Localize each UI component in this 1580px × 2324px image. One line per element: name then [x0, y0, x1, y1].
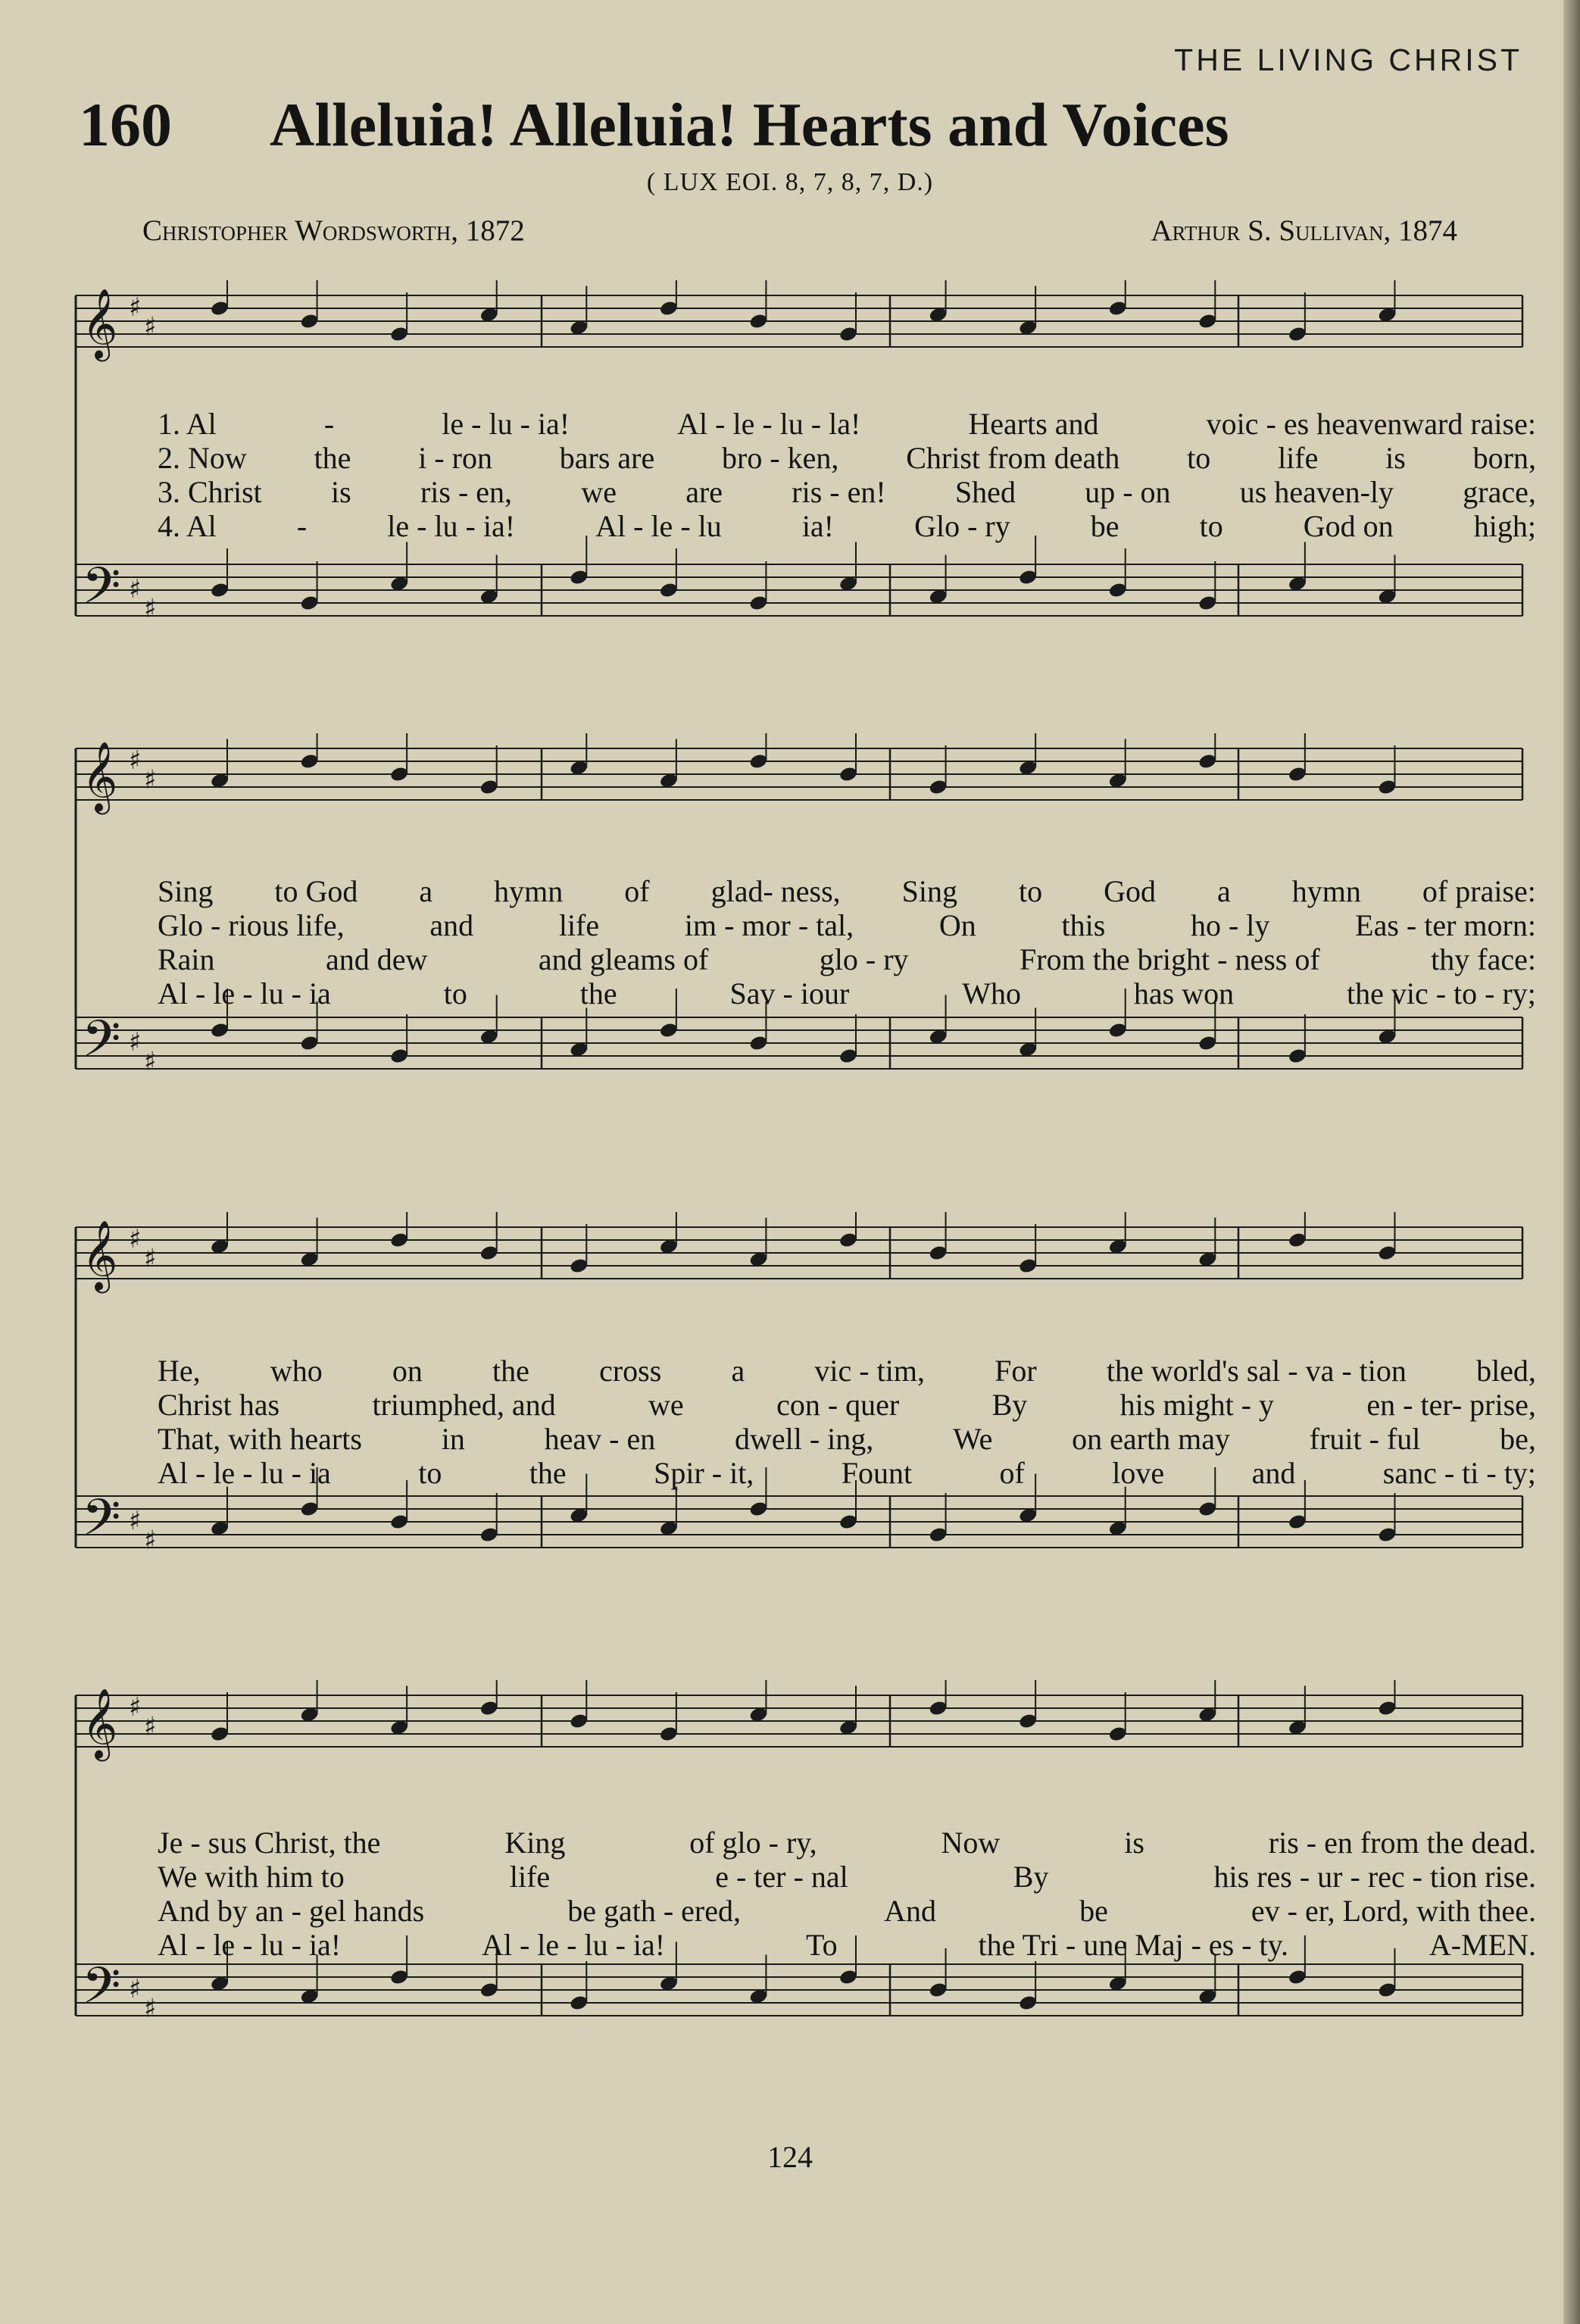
- lyric-syllable: has won: [1133, 976, 1235, 1011]
- lyric-syllable: high;: [1473, 509, 1536, 543]
- sharp-icon: ♯: [144, 1046, 157, 1077]
- lyric-syllable: Eas - ter morn:: [1355, 908, 1536, 942]
- lyric-syllable: we: [581, 475, 617, 509]
- lyric-syllable: And: [884, 1894, 936, 1928]
- lyric-syllable: vic - tim,: [814, 1354, 925, 1388]
- lyric-line-s4-v1: [158, 1828, 1536, 1858]
- lyric-syllable: to: [418, 1456, 442, 1490]
- treble-clef-icon: 𝄞: [82, 288, 118, 358]
- lyric-syllable: Christ from death: [906, 441, 1120, 475]
- lyric-syllable: Al - le - lu - ia!: [158, 1928, 342, 1962]
- running-head: THE LIVING CHRIST: [1174, 42, 1522, 77]
- lyric-syllable: on: [392, 1354, 423, 1388]
- lyric-syllable: dwell - ing,: [734, 1422, 874, 1456]
- lyric-line-s2-v4: [158, 976, 1536, 1011]
- lyric-line-s1-v1: [158, 409, 1536, 439]
- lyric-syllable: ris - en from the dead.: [1268, 1826, 1536, 1860]
- sharp-icon: ♯: [144, 1711, 157, 1742]
- bass-clef-icon: 𝄢: [82, 1488, 121, 1559]
- lyric-syllable: be gath - ered,: [567, 1894, 742, 1928]
- lyric-syllable: is: [331, 475, 351, 509]
- lyric-syllable: Glo - rious life,: [158, 908, 345, 942]
- hymn-title: Alleluia! Alleluia! Hearts and Voices: [270, 90, 1229, 159]
- lyric-line-s2-v1: [158, 876, 1536, 907]
- lyric-syllable: heav - en: [544, 1422, 656, 1456]
- lyric-syllable: the: [314, 441, 351, 475]
- sharp-icon: ♯: [129, 1506, 142, 1536]
- sharp-icon: ♯: [129, 574, 142, 604]
- lyric-syllable: the world's sal - va - tion: [1106, 1354, 1407, 1388]
- lyric-syllable: Al - le - lu - ia!: [481, 1928, 666, 1962]
- sharp-icon: ♯: [129, 1692, 142, 1723]
- lyric-syllable: God: [1104, 874, 1157, 908]
- lyric-line-s1-v3: [158, 477, 1536, 508]
- lyric-line-s3-v3: [158, 1424, 1536, 1454]
- lyric-syllable: 1. Al: [158, 407, 217, 441]
- lyric-syllable: to: [1019, 874, 1043, 908]
- lyric-syllable: hymn: [1291, 874, 1361, 908]
- lyric-syllable: ris - en!: [792, 475, 886, 509]
- lyric-syllable: love: [1112, 1456, 1165, 1490]
- lyric-syllable: this: [1061, 908, 1106, 942]
- lyric-syllable: who: [270, 1354, 323, 1388]
- lyric-syllable: to: [1187, 441, 1211, 475]
- lyric-syllable: Al - le - lu: [595, 509, 722, 543]
- sharp-icon: ♯: [144, 1525, 157, 1556]
- lyric-syllable: bars are: [559, 441, 655, 475]
- lyric-syllable: On: [938, 908, 976, 942]
- lyric-syllable: to: [1199, 509, 1223, 543]
- lyric-syllable: Fount: [841, 1456, 913, 1490]
- lyric-syllable: glo - ry: [819, 942, 909, 976]
- sharp-icon: ♯: [144, 311, 157, 342]
- lyric-syllable: And by an - gel hands: [158, 1894, 425, 1928]
- page-number: 124: [767, 2140, 813, 2174]
- lyric-syllable: life: [558, 908, 600, 942]
- treble-clef-icon: 𝄞: [82, 741, 118, 811]
- lyric-syllable: a: [419, 874, 433, 908]
- lyric-syllable: us heaven-ly: [1239, 475, 1394, 509]
- lyric-line-s2-v2: [158, 908, 1536, 942]
- lyric-syllable: Glo - ry: [914, 509, 1010, 543]
- sharp-icon: ♯: [144, 764, 157, 795]
- lyric-syllable: cross: [599, 1354, 662, 1388]
- lyric-syllable: his res - ur - rec - tion rise.: [1213, 1860, 1536, 1894]
- lyric-syllable: born,: [1472, 441, 1536, 475]
- sharp-icon: ♯: [144, 1993, 157, 2024]
- composer-credit: Arthur S. Sullivan, 1874: [1151, 214, 1457, 247]
- lyric-syllable: Hearts and: [968, 407, 1099, 441]
- lyric-syllable: be: [1079, 1894, 1108, 1928]
- lyric-syllable: Now: [941, 1826, 1001, 1860]
- sharp-icon: ♯: [129, 1974, 142, 2004]
- sharp-icon: ♯: [129, 292, 142, 323]
- lyric-syllable: ev - er, Lord, with thee.: [1251, 1894, 1536, 1928]
- lyric-syllable: thy face:: [1431, 942, 1536, 976]
- lyric-syllable: bled,: [1476, 1354, 1536, 1388]
- lyric-syllable: -: [296, 509, 308, 543]
- lyric-syllable: and gleams of: [538, 942, 709, 976]
- lyric-syllable: 3. Christ: [158, 475, 262, 509]
- lyric-line-s2-v3: [158, 942, 1536, 976]
- treble-clef-icon: 𝄞: [82, 1688, 118, 1758]
- lyric-syllable: is: [1124, 1826, 1144, 1860]
- lyric-syllable: be: [1090, 509, 1119, 543]
- lyric-line-s1-v2: [158, 443, 1536, 473]
- lyric-syllable: le - lu - ia!: [442, 407, 570, 441]
- lyric-line-s4-v2: [158, 1862, 1536, 1892]
- lyric-line-s4-v4: [158, 1930, 1536, 1960]
- lyric-syllable: to: [443, 976, 467, 1011]
- treble-clef-icon: 𝄞: [82, 1220, 118, 1290]
- lyric-syllable: im - mor - tal,: [684, 908, 854, 942]
- lyric-syllable: Christ has: [158, 1388, 280, 1422]
- lyric-syllable: the: [492, 1354, 529, 1388]
- sharp-icon: ♯: [144, 1243, 157, 1274]
- sharp-icon: ♯: [129, 1224, 142, 1254]
- lyric-syllable: Al - le - lu - ia: [158, 976, 331, 1011]
- lyric-syllable: the vic - to - ry;: [1347, 976, 1536, 1011]
- bass-clef-icon: 𝄢: [82, 557, 121, 627]
- lyric-syllable: of praise:: [1422, 874, 1536, 908]
- sharp-icon: ♯: [129, 745, 142, 776]
- lyric-syllable: the: [579, 976, 617, 1011]
- lyric-syllable: life: [1278, 441, 1319, 475]
- lyric-syllable: By: [991, 1388, 1028, 1422]
- lyric-syllable: le - lu - ia!: [387, 509, 516, 543]
- lyric-syllable: Shed: [954, 475, 1016, 509]
- lyric-syllable: Sing: [158, 874, 214, 908]
- lyric-syllable: and: [1251, 1456, 1296, 1490]
- lyric-line-s3-v1: [158, 1356, 1536, 1386]
- lyric-syllable: ia!: [801, 509, 834, 543]
- lyric-syllable: Sav - iour: [729, 976, 850, 1011]
- lyric-syllable: ris - en,: [420, 475, 513, 509]
- lyric-syllable: He,: [158, 1354, 201, 1388]
- lyric-syllable: e - ter - nal: [715, 1860, 848, 1894]
- lyric-syllable: fruit - ful: [1309, 1422, 1421, 1456]
- lyric-syllable: the: [529, 1456, 567, 1490]
- lyric-syllable: en - ter- prise,: [1366, 1388, 1536, 1422]
- sharp-icon: ♯: [129, 1027, 142, 1057]
- lyric-syllable: We: [953, 1422, 993, 1456]
- lyric-syllable: Je - sus Christ, the: [158, 1826, 381, 1860]
- lyric-syllable: i - ron: [418, 441, 492, 475]
- lyric-syllable: sanc - ti - ty;: [1382, 1456, 1536, 1490]
- lyric-syllable: By: [1013, 1860, 1049, 1894]
- sharp-icon: ♯: [144, 593, 157, 624]
- lyric-syllable: Al - le - lu - la!: [677, 407, 861, 441]
- lyric-syllable: King: [504, 1826, 566, 1860]
- lyric-syllable: con - quer: [776, 1388, 900, 1422]
- lyric-syllable: on earth may: [1072, 1422, 1230, 1456]
- lyric-syllable: ho - ly: [1190, 908, 1270, 942]
- lyric-syllable: of: [624, 874, 650, 908]
- lyric-syllable: a: [1217, 874, 1231, 908]
- lyric-syllable: From the bright - ness of: [1020, 942, 1320, 976]
- lyric-syllable: up - on: [1085, 475, 1171, 509]
- hymn-number: 160: [79, 90, 172, 159]
- lyric-syllable: That, with hearts: [158, 1422, 362, 1456]
- lyric-syllable: Al - le - lu - ia: [158, 1456, 331, 1490]
- lyric-line-s3-v4: [158, 1458, 1536, 1488]
- lyric-syllable: For: [995, 1354, 1037, 1388]
- lyric-syllable: be,: [1500, 1422, 1536, 1456]
- lyric-syllable: life: [509, 1860, 551, 1894]
- lyric-syllable: and: [429, 908, 474, 942]
- lyric-syllable: 4. Al: [158, 509, 217, 543]
- lyric-syllable: bro - ken,: [722, 441, 839, 475]
- lyric-syllable: To: [805, 1928, 838, 1962]
- lyric-syllable: to God: [274, 874, 358, 908]
- lyric-syllable: God on: [1303, 509, 1394, 543]
- bass-clef-icon: 𝄢: [82, 1957, 121, 2027]
- lyric-syllable: is: [1385, 441, 1406, 475]
- lyric-syllable: 2. Now: [158, 441, 247, 475]
- lyric-syllable: triumphed, and: [372, 1388, 556, 1422]
- author-credit: Christopher Wordsworth, 1872: [142, 214, 525, 247]
- lyric-syllable: glad- ness,: [710, 874, 841, 908]
- lyric-syllable: hymn: [494, 874, 564, 908]
- lyric-syllable: his might - y: [1119, 1388, 1274, 1422]
- lyric-syllable: are: [685, 475, 723, 509]
- tune-meter: ( LUX EOI. 8, 7, 8, 7, D.): [646, 168, 934, 196]
- lyric-syllable: Sing: [901, 874, 958, 908]
- bass-clef-icon: 𝄢: [82, 1010, 121, 1080]
- lyric-syllable: in: [441, 1422, 465, 1456]
- lyric-syllable: Rain: [158, 942, 215, 976]
- lyric-syllable: voic - es heavenward raise:: [1206, 407, 1536, 441]
- lyric-line-s3-v2: [158, 1390, 1536, 1420]
- lyric-syllable: -: [323, 407, 335, 441]
- lyric-syllable: we: [648, 1388, 684, 1422]
- lyric-line-s1-v4: [158, 511, 1536, 542]
- lyric-syllable: a: [731, 1354, 745, 1388]
- lyric-syllable: of glo - ry,: [689, 1826, 817, 1860]
- lyric-syllable: Spir - it,: [654, 1456, 754, 1490]
- lyric-syllable: the Tri - une Maj - es - ty.: [978, 1928, 1289, 1962]
- lyric-syllable: Who: [962, 976, 1021, 1011]
- lyric-syllable: A-MEN.: [1429, 1928, 1536, 1962]
- lyric-line-s4-v3: [158, 1896, 1536, 1926]
- lyric-syllable: and dew: [326, 942, 428, 976]
- lyric-syllable: We with him to: [158, 1860, 345, 1894]
- lyric-syllable: of: [999, 1456, 1025, 1490]
- lyric-syllable: grace,: [1463, 475, 1536, 509]
